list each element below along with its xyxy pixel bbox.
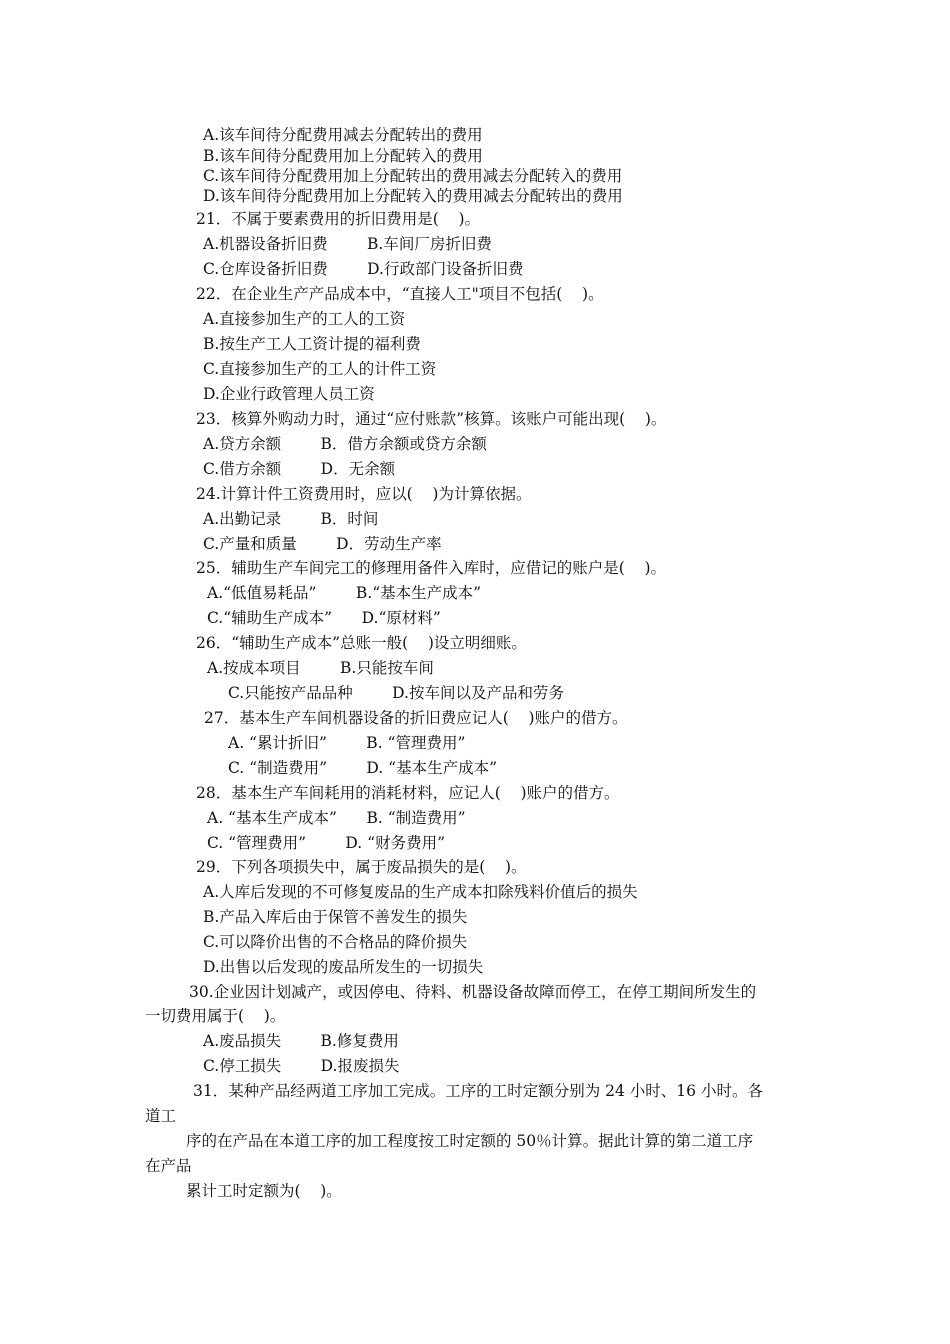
q31-stem-line3: 序的在产品在本道工序的加工程度按工时定额的 50％计算。据此计算的第二道工序 — [186, 1132, 754, 1150]
q28-stem: 28．基本生产车间耗用的消耗材料，应记人( )账户的借方。 — [196, 784, 620, 802]
q31-stem-line5: 累计工时定额为( )。 — [186, 1182, 342, 1200]
q22-option-c: C.直接参加生产的工人的计件工资 — [203, 360, 437, 378]
q24-options-cd: C.产量和质量 D．劳动生产率 — [203, 535, 442, 553]
q26-stem: 26．“辅助生产成本”总账一般( )设立明细账。 — [196, 634, 527, 652]
q26-options-ab: A.按成本项目 B.只能按车间 — [207, 659, 434, 677]
q20-option-a: A.该车间待分配费用减去分配转出的费用 — [203, 126, 483, 144]
q21-stem: 21．不属于要素费用的折旧费用是( )。 — [196, 210, 481, 228]
q27-options-cd: C. “制造费用” D. “基本生产成本” — [228, 759, 498, 777]
q31-stem-line2: 道工 — [145, 1107, 177, 1125]
q22-option-b: B.按生产工人工资计提的福利费 — [203, 335, 421, 353]
q22-option-d: D.企业行政管理人员工资 — [203, 385, 375, 403]
q30-options-cd: C.停工损失 D.报废损失 — [203, 1057, 400, 1075]
q24-stem: 24.计算计件工资费用时，应以( )为计算依据。 — [196, 485, 532, 503]
q25-stem: 25．辅助生产车间完工的修理用备件入库时，应借记的账户是( )。 — [196, 559, 667, 577]
q30-options-ab: A.废品损失 B.修复费用 — [203, 1032, 399, 1050]
q28-options-cd: C. “管理费用” D. “财务费用” — [207, 834, 446, 852]
q22-option-a: A.直接参加生产的工人的工资 — [203, 310, 406, 328]
q23-options-cd: C.借方余额 D．无余额 — [203, 460, 396, 478]
q22-stem: 22．在企业生产产品成本中，“直接人工"项目不包括( )。 — [196, 285, 604, 303]
q27-options-ab: A. “累计折旧” B. “管理费用” — [228, 734, 466, 752]
q21-options-ab: A.机器设备折旧费 B.车间厂房折旧费 — [203, 235, 492, 253]
q29-option-d: D.出售以后发现的废品所发生的一切损失 — [203, 958, 484, 976]
q31-stem-line1: 31．某种产品经两道工序加工完成。工序的工时定额分别为 24 小时、16 小时。各 — [193, 1082, 763, 1100]
q25-options-ab: A.“低值易耗品” B.“基本生产成本” — [207, 584, 482, 602]
q27-stem: 27．基本生产车间机器设备的折旧费应记人( )账户的借方。 — [204, 709, 628, 727]
q20-option-d: D.该车间待分配费用加上分配转入的费用减去分配转出的费用 — [203, 187, 623, 205]
q23-options-ab: A.贷方余额 B．借方余额或贷方余额 — [203, 435, 487, 453]
q26-options-cd: C.只能按产品品种 D.按车间以及产品和劳务 — [228, 684, 564, 702]
q21-options-cd: C.仓库设备折旧费 D.行政部门设备折旧费 — [203, 260, 524, 278]
q23-stem: 23．核算外购动力时，通过“应付账款”核算。该账户可能出现( )。 — [196, 410, 667, 428]
q30-stem-line2: 一切费用属于( )。 — [145, 1007, 286, 1025]
q29-option-b: B.产品入库后由于保管不善发生的损失 — [203, 908, 468, 926]
q29-stem: 29．下列各项损失中，属于废品损失的是( )。 — [196, 858, 527, 876]
q31-stem-line4: 在产品 — [145, 1157, 192, 1175]
q29-option-a: A.人库后发现的不可修复废品的生产成本扣除残料价值后的损失 — [203, 883, 638, 901]
q20-option-c: C.该车间待分配费用加上分配转出的费用减去分配转入的费用 — [203, 167, 623, 185]
q25-options-cd: C.“辅助生产成本” D.“原材料” — [207, 609, 441, 627]
q24-options-ab: A.出勤记录 B．时间 — [203, 510, 379, 528]
q30-stem-line1: 30.企业因计划减产，或因停电、待料、机器设备故障而停工，在停工期间所发生的 — [189, 983, 757, 1001]
q28-options-ab: A. “基本生产成本” B. “制造费用” — [207, 809, 466, 827]
q29-option-c: C.可以降价出售的不合格品的降价损失 — [203, 933, 468, 951]
q20-option-b: B.该车间待分配费用加上分配转入的费用 — [203, 147, 483, 165]
